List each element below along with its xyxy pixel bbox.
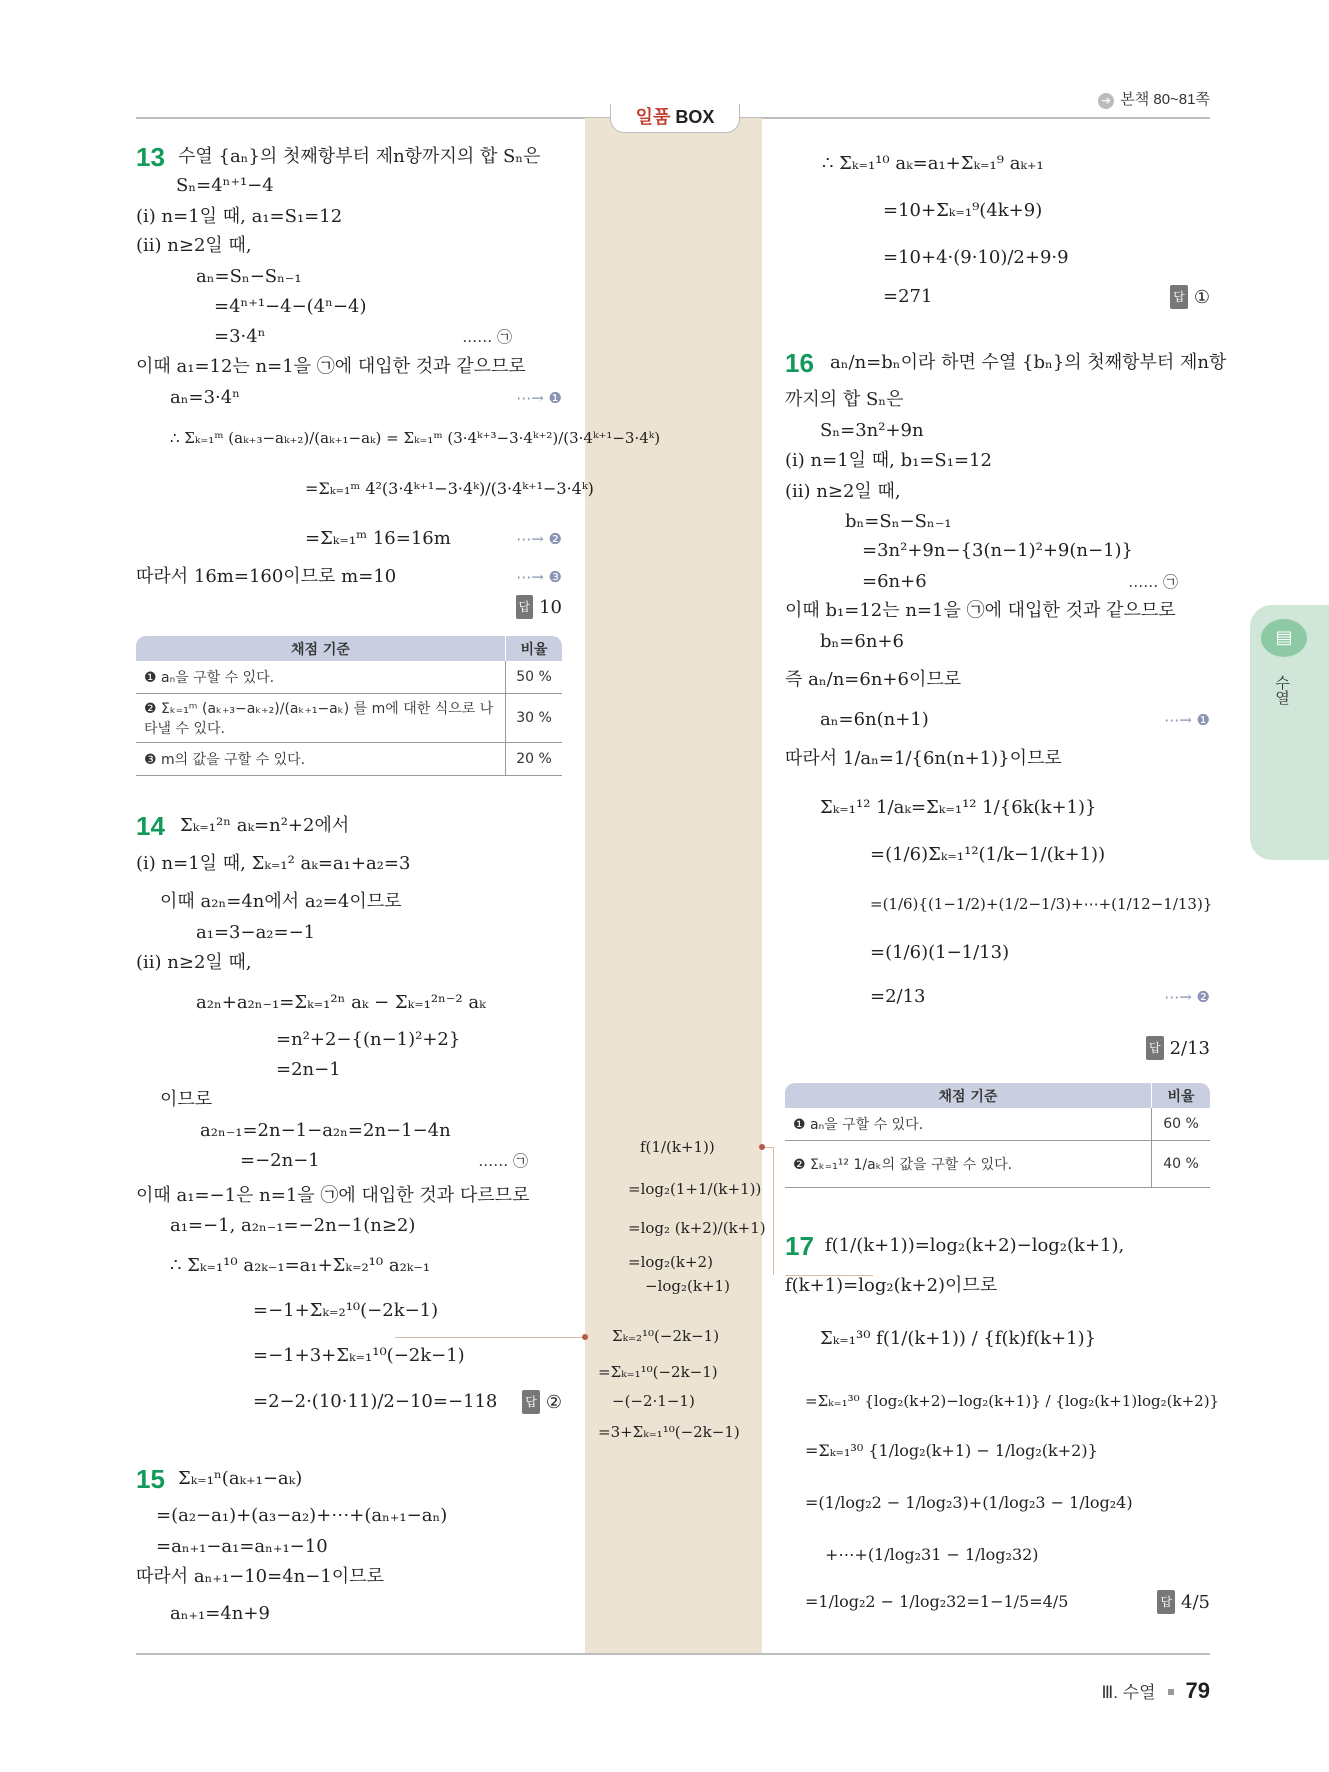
solution-line: =1/log₂2 − 1/log₂32=1−1/5=4/5	[805, 1592, 1069, 1611]
box-note-line: −log₂(k+1)	[645, 1277, 730, 1295]
box-label-red: 일품	[635, 107, 671, 127]
solution-line: =271	[883, 286, 933, 307]
solution-line: ∴ Σₖ₌₁¹⁰ aₖ=a₁+Σₖ₌₁⁹ aₖ₊₁	[822, 153, 1044, 174]
solution-line: (ii) n≥2일 때,	[136, 235, 252, 256]
solution-line: (ii) n≥2일 때,	[136, 952, 252, 973]
page-footer	[1102, 1678, 1211, 1704]
solution-line: =−1+3+Σₖ₌₁¹⁰(−2k−1)	[253, 1345, 465, 1366]
answer-tag-icon: 답	[1170, 285, 1188, 309]
solution-line: a₁=3−a₂=−1	[196, 922, 316, 943]
solution-line: =Σₖ₌₁³⁰ {log₂(k+2)−log₂(k+1)} / {log₂(k+1)log₂(k+2)}	[805, 1392, 1220, 1410]
grading-criteria-table-13	[136, 636, 562, 776]
equation-label-marker: …… ㉠	[462, 328, 512, 346]
chapter-side-tab[interactable]	[1250, 605, 1329, 860]
grading-step-marker: ⋯→ ❷	[1164, 988, 1210, 1006]
problem-number: 15	[136, 1464, 165, 1494]
solution-line: =−2n−1	[240, 1150, 320, 1171]
solution-line: =Σₖ₌₁ᵐ 16=16m	[305, 528, 451, 549]
solution-line: (ii) n≥2일 때,	[785, 481, 901, 502]
problem-number: 13	[136, 142, 165, 172]
solution-line: 이때 b₁=12는 n=1을 ㉠에 대입한 것과 같으므로	[785, 600, 1176, 621]
grading-criteria-table-16	[785, 1083, 1210, 1188]
answer	[1170, 285, 1210, 310]
solution-line: =n²+2−{(n−1)²+2}	[276, 1029, 461, 1050]
box-note-line: =log₂(k+2)	[628, 1253, 713, 1271]
solution-line: +⋯+(1/log₂31 − 1/log₂32)	[825, 1545, 1039, 1564]
solution-line: =(1/6)Σₖ₌₁¹²(1/k−1/(k+1))	[870, 844, 1106, 865]
answer-tag-icon: 답	[1157, 1590, 1175, 1614]
ratio-cell: 30 %	[506, 694, 563, 743]
solution-line: =(1/log₂2 − 1/log₂3)+(1/log₂3 − 1/log₂4)	[805, 1493, 1133, 1512]
ratio-cell: 40 %	[1152, 1141, 1211, 1188]
box-note-line: −(−2·1−1)	[612, 1392, 695, 1410]
answer-tag-icon: 답	[516, 595, 534, 619]
solution-line: ∴ Σₖ₌₁ᵐ (aₖ₊₃−aₖ₊₂)/(aₖ₊₁−aₖ) = Σₖ₌₁ᵐ (3·4ᵏ⁺³−3·4ᵏ⁺²)/(3·4ᵏ⁺¹−3·4ᵏ)	[170, 429, 661, 447]
ratio-header: 비율	[506, 636, 563, 661]
solution-line: bₙ=Sₙ−Sₙ₋₁	[845, 511, 952, 532]
solution-line: aₙ=6n(n+1)	[820, 709, 929, 730]
criteria-header: 채점 기준	[136, 636, 506, 661]
grading-step-marker: ⋯→ ❷	[516, 530, 562, 548]
criteria-cell: ❷ Σₖ₌₁ᵐ (aₖ₊₃−aₖ₊₂)/(aₖ₊₁−aₖ) 를 m에 대한 식으로 나타낼 수 있다.	[136, 694, 506, 743]
solution-line: =3·4ⁿ	[214, 326, 266, 347]
answer-value: 10	[539, 597, 562, 618]
solution-line: a₂ₙ+a₂ₙ₋₁=Σₖ₌₁²ⁿ aₖ − Σₖ₌₁²ⁿ⁻² aₖ	[196, 992, 486, 1013]
solution-line: Σₖ₌₁ⁿ(aₖ₊₁−aₖ)	[178, 1468, 303, 1489]
solution-line: 수열 {aₙ}의 첫째항부터 제n항까지의 합 Sₙ은	[178, 146, 541, 167]
connector-dot	[582, 1334, 588, 1340]
solution-line: f(1/(k+1))=log₂(k+2)−log₂(k+1),	[825, 1235, 1125, 1256]
solution-line: a₂ₙ₋₁=2n−1−a₂ₙ=2n−1−4n	[200, 1120, 451, 1141]
solution-line: 따라서 1/aₙ=1/{6n(n+1)}이므로	[785, 748, 1062, 769]
connector-line	[773, 1147, 774, 1275]
box-note-line: =Σₖ₌₁¹⁰(−2k−1)	[598, 1363, 718, 1381]
answer	[1146, 1036, 1210, 1061]
solution-line: Σₖ₌₁¹² 1/aₖ=Σₖ₌₁¹² 1/{6k(k+1)}	[820, 797, 1097, 818]
solution-line: 이므로	[160, 1089, 213, 1110]
solution-line: =Σₖ₌₁ᵐ 4²(3·4ᵏ⁺¹−3·4ᵏ)/(3·4ᵏ⁺¹−3·4ᵏ)	[305, 479, 594, 498]
solution-line: =3n²+9n−{3(n−1)²+9(n−1)}	[862, 540, 1134, 561]
box-note-line: =log₂ (k+2)/(k+1)	[628, 1219, 766, 1237]
solution-line: aₙ=Sₙ−Sₙ₋₁	[196, 266, 302, 287]
solution-line: ∴ Σₖ₌₁¹⁰ a₂ₖ₋₁=a₁+Σₖ₌₂¹⁰ a₂ₖ₋₁	[170, 1255, 431, 1276]
solution-line: 즉 aₙ/n=6n+6이므로	[785, 669, 962, 690]
connector-line	[395, 1337, 585, 1338]
ilpum-box-tab	[610, 104, 740, 133]
solution-line: =10+4·(9·10)/2+9·9	[883, 247, 1069, 268]
solution-line: aₙ₊₁=4n+9	[170, 1603, 270, 1624]
solution-line: 이때 a₁=−1은 n=1을 ㉠에 대입한 것과 다르므로	[136, 1185, 530, 1206]
textbook-reference	[1098, 88, 1210, 109]
solution-line: 따라서 aₙ₊₁−10=4n−1이므로	[136, 1566, 384, 1587]
answer	[1157, 1590, 1210, 1615]
solution-line: =(1/6){(1−1/2)+(1/2−1/3)+⋯+(1/12−1/13)}	[870, 895, 1213, 913]
box-note-line: =log₂(1+1/(k+1))	[628, 1180, 762, 1198]
connector-dot	[759, 1144, 765, 1150]
solution-line: =2−2·(10·11)/2−10=−118	[253, 1391, 498, 1412]
menu-icon: ▤	[1261, 619, 1307, 657]
criteria-cell: ❸ m의 값을 구할 수 있다.	[136, 743, 506, 776]
solution-line: =Σₖ₌₁³⁰ {1/log₂(k+1) − 1/log₂(k+2)}	[805, 1441, 1098, 1460]
box-note-line: =3+Σₖ₌₁¹⁰(−2k−1)	[598, 1423, 740, 1441]
solution-line: (i) n=1일 때, a₁=S₁=12	[136, 206, 343, 227]
criteria-cell: ❷ Σₖ₌₁¹² 1/aₖ의 값을 구할 수 있다.	[785, 1141, 1152, 1188]
solution-line: =(1/6)(1−1/13)	[870, 942, 1010, 963]
chapter-label: Ⅲ. 수열	[1101, 1683, 1156, 1702]
solution-line: Sₙ=4ⁿ⁺¹−4	[176, 175, 274, 196]
answer-tag-icon: 답	[522, 1390, 540, 1414]
solution-line: 이때 a₂ₙ=4n에서 a₂=4이므로	[160, 891, 402, 912]
answer-value: 2/13	[1169, 1038, 1210, 1059]
equation-label-marker: …… ㉠	[1128, 573, 1178, 591]
answer	[522, 1390, 562, 1415]
ratio-header: 비율	[1152, 1083, 1211, 1108]
problem-number: 17	[785, 1231, 814, 1261]
separator-square	[1168, 1689, 1174, 1695]
answer-value: 4/5	[1181, 1592, 1210, 1613]
ratio-cell: 50 %	[506, 661, 563, 694]
solution-line: =−1+Σₖ₌₂¹⁰(−2k−1)	[253, 1300, 439, 1321]
arrow-right-icon: ➔	[1098, 93, 1114, 109]
solution-line: 따라서 16m=160이므로 m=10	[136, 566, 397, 587]
solution-line: f(k+1)=log₂(k+2)이므로	[785, 1275, 998, 1296]
criteria-cell: ❶ aₙ을 구할 수 있다.	[136, 661, 506, 694]
ratio-cell: 60 %	[1152, 1108, 1211, 1141]
solution-line: =(a₂−a₁)+(a₃−a₂)+⋯+(aₙ₊₁−aₙ)	[156, 1505, 448, 1526]
solution-line: =aₙ₊₁−a₁=aₙ₊₁−10	[156, 1536, 328, 1557]
grading-step-marker: ⋯→ ❶	[1164, 711, 1210, 729]
solution-line: =6n+6	[862, 571, 927, 592]
box-label-black: BOX	[675, 107, 715, 127]
solution-line: bₙ=6n+6	[820, 631, 904, 652]
solution-line: 이때 a₁=12는 n=1을 ㉠에 대입한 것과 같으므로	[136, 356, 526, 377]
box-note-line: f(1/(k+1))	[640, 1138, 715, 1156]
equation-label-marker: …… ㉠	[478, 1152, 528, 1170]
solution-line: =10+Σₖ₌₁⁹(4k+9)	[883, 200, 1043, 221]
solution-line: =4ⁿ⁺¹−4−(4ⁿ−4)	[214, 296, 367, 317]
page-number: 79	[1185, 1678, 1210, 1703]
solution-line: Sₙ=3n²+9n	[820, 420, 924, 441]
solution-line: 까지의 합 Sₙ은	[785, 389, 904, 410]
grading-step-marker: ⋯→ ❸	[516, 568, 562, 586]
solution-line: (i) n=1일 때, Σₖ₌₁² aₖ=a₁+a₂=3	[136, 853, 411, 874]
reference-text: 본책 80~81쪽	[1120, 91, 1210, 108]
solution-line: aₙ=3·4ⁿ	[170, 387, 241, 408]
solution-line: =2/13	[870, 986, 926, 1007]
answer-value: ①	[1193, 287, 1210, 308]
solution-line: aₙ/n=bₙ이라 하면 수열 {bₙ}의 첫째항부터 제n항	[830, 352, 1227, 373]
answer	[516, 595, 563, 620]
ratio-cell: 20 %	[506, 743, 563, 776]
problem-number: 14	[136, 811, 165, 841]
solution-line: =2n−1	[276, 1059, 341, 1080]
problem-number: 16	[785, 348, 814, 378]
solution-line: a₁=−1, a₂ₙ₋₁=−2n−1(n≥2)	[170, 1215, 416, 1236]
answer-tag-icon: 답	[1146, 1036, 1164, 1060]
solution-line: Σₖ₌₁³⁰ f(1/(k+1)) / {f(k)f(k+1)}	[820, 1328, 1097, 1349]
solution-line: Σₖ₌₁²ⁿ aₖ=n²+2에서	[180, 815, 350, 836]
solution-line: (i) n=1일 때, b₁=S₁=12	[785, 450, 992, 471]
answer-value: ②	[545, 1392, 562, 1413]
side-tab-label: 수열	[1273, 675, 1291, 705]
criteria-header: 채점 기준	[785, 1083, 1152, 1108]
box-note-line: Σₖ₌₂¹⁰(−2k−1)	[612, 1327, 720, 1345]
grading-step-marker: ⋯→ ❶	[516, 389, 562, 407]
footer-rule	[136, 1653, 1210, 1655]
criteria-cell: ❶ aₙ을 구할 수 있다.	[785, 1108, 1152, 1141]
